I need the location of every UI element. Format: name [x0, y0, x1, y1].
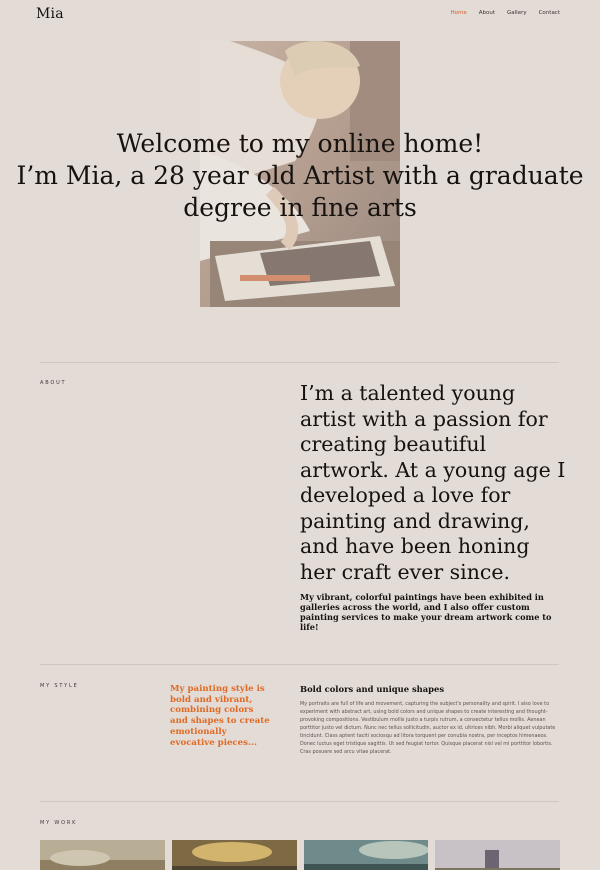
about-body: My vibrant, colorful paintings have been exhibited in galleries across the world, and I also offer custom painting services to make your dream artwork come to life!: [300, 592, 552, 632]
about-heading: I’m a talented young artist with a passion for creating beautiful artwork. At a young age I developed a love for painting and drawing, and have been honing her craft ever since.: [300, 381, 566, 584]
style-eyebrow: MY STYLE: [40, 683, 79, 689]
nav-home-link[interactable]: Home: [450, 10, 467, 16]
nav-contact-link[interactable]: Contact: [538, 10, 560, 16]
landscape-painting-1: [40, 840, 165, 870]
main-nav: [450, 10, 560, 16]
hero-title: [0, 128, 600, 224]
nav-gallery-link[interactable]: Gallery: [507, 10, 527, 16]
style-subtitle: Bold colors and unique shapes: [300, 684, 445, 694]
landscape-painting-4: [435, 840, 560, 870]
divider: [40, 801, 559, 802]
work-eyebrow: MY WORK: [40, 820, 78, 826]
divider: [40, 362, 559, 363]
work-thumbnail[interactable]: [304, 840, 429, 870]
hero-title-line2: I’m Mia, a 28 year old Artist with a graduate: [16, 161, 584, 190]
style-body: My portraits are full of life and movement, capturing the subject's personality and spirit. I also love to experiment with abstract art, using bold colors and unique shapes to create interesting and thought-provoking compositions. Vestibulum mollis justo a turpis rutrum, a consectetur tellus mollis. Aenean porttitor justo vel dictum. Nunc nec tellus sollicitudin, auctor ex id, ultrices nibh. Morbi aliquet vulputate tincidunt. Class aptent taciti sociosqu ad litora torquent per conubia nostra, per inceptos himenaeos. Donec luctus eget tristique sagittis. Ut sed feugiat tortor. Quisque placerat nisl vel mi porttitor lobortis. Cras posuere sed arcu vitae placerat.: [300, 701, 556, 755]
landscape-painting-2: [172, 840, 297, 870]
nav-about-link[interactable]: About: [478, 10, 495, 16]
work-thumbnail[interactable]: [40, 840, 165, 870]
hero-title-line1: Welcome to my online home!: [116, 129, 484, 158]
landscape-painting-3: [304, 840, 429, 870]
hero-title-line3: degree in fine arts: [183, 193, 417, 222]
site-logo[interactable]: Mia: [36, 6, 64, 22]
style-quote: My painting style is bold and vibrant, combining colors and shapes to create emotionally evocative pieces...: [170, 684, 270, 748]
about-eyebrow: ABOUT: [40, 380, 67, 386]
work-gallery: [40, 840, 560, 870]
work-thumbnail[interactable]: [172, 840, 297, 870]
divider: [40, 664, 559, 665]
work-thumbnail[interactable]: [435, 840, 560, 870]
